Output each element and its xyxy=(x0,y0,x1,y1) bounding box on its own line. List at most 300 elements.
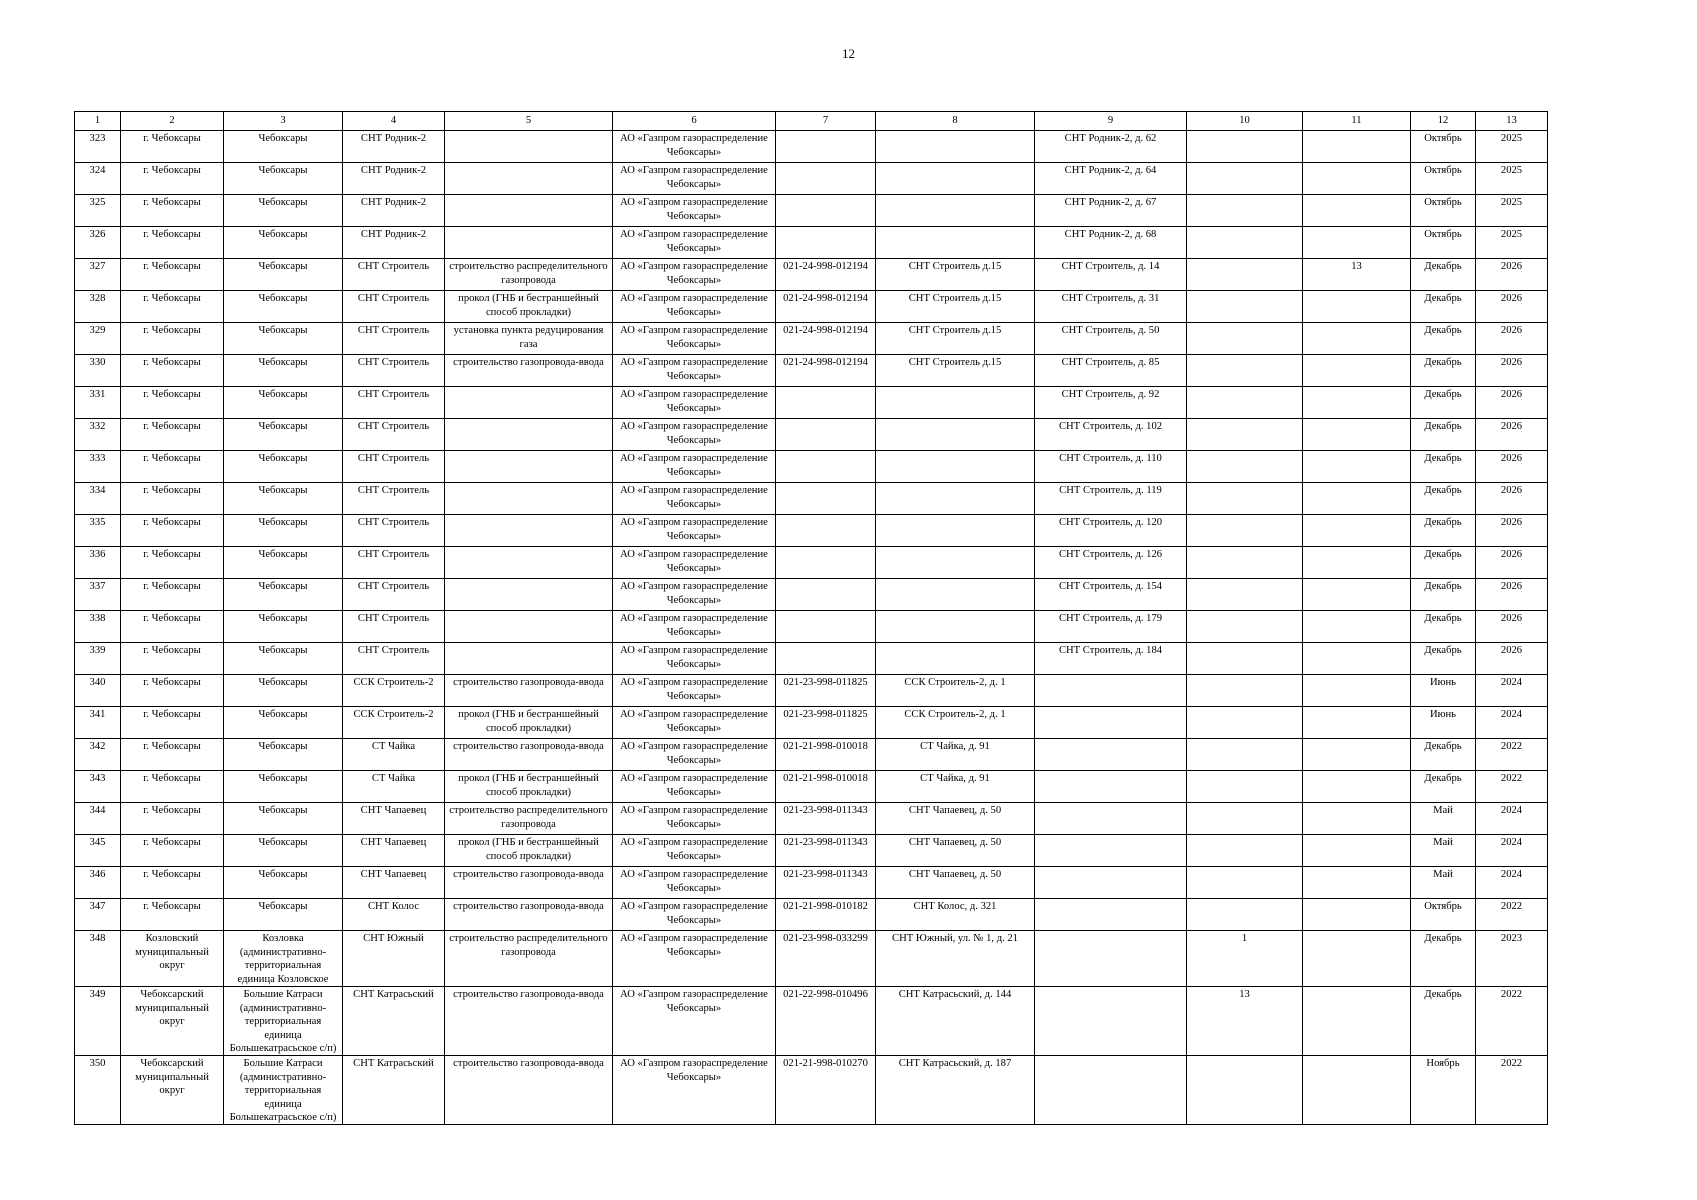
table-cell xyxy=(1035,739,1187,771)
table-cell xyxy=(343,675,445,707)
table-cell xyxy=(75,451,121,483)
table-cell xyxy=(613,739,776,771)
table-cell xyxy=(1411,387,1476,419)
cell-text: СНТ Родник-2 xyxy=(360,197,427,208)
table-cell xyxy=(1187,547,1303,579)
cell-text: АО «Газпром газораспределение Чебоксары» xyxy=(620,581,768,606)
table-row xyxy=(75,643,1548,675)
table-cell xyxy=(224,1056,343,1125)
cell-text: СНТ Строитель, д. 120 xyxy=(1058,517,1163,528)
cell-text: Большие Катраси (административно-территориальная единица Большекатрасьское с/п) xyxy=(229,1058,337,1123)
table-cell xyxy=(876,739,1035,771)
cell-text: Чебоксары xyxy=(258,517,308,528)
cell-text: Чебоксары xyxy=(258,581,308,592)
cell-text: 341 xyxy=(89,709,106,720)
cell-text: СНТ Строитель xyxy=(357,293,430,304)
table-cell xyxy=(445,419,613,451)
table-cell xyxy=(1187,707,1303,739)
table-cell xyxy=(876,131,1035,163)
table-cell xyxy=(1303,867,1411,899)
table-cell xyxy=(1411,611,1476,643)
table-cell xyxy=(445,483,613,515)
cell-text: 2026 xyxy=(1500,261,1523,272)
cell-text: 2022 xyxy=(1500,989,1523,1000)
cell-text: 346 xyxy=(89,869,106,880)
table-cell xyxy=(75,643,121,675)
cell-text: 2025 xyxy=(1500,229,1523,240)
table-row xyxy=(75,163,1548,195)
table-cell xyxy=(613,987,776,1056)
table-cell xyxy=(445,579,613,611)
table-cell xyxy=(121,483,224,515)
table-row xyxy=(75,835,1548,867)
cell-text: СНТ Строитель д.15 xyxy=(908,325,1002,336)
table-cell xyxy=(1476,1056,1548,1125)
table-cell xyxy=(776,291,876,323)
table-cell xyxy=(1411,739,1476,771)
cell-text: 021-23-998-011343 xyxy=(783,805,868,816)
cell-text: СНТ Строитель д.15 xyxy=(908,357,1002,368)
cell-text: СНТ Колос, д. 321 xyxy=(913,901,997,912)
table-cell xyxy=(343,163,445,195)
cell-text: 347 xyxy=(89,901,106,912)
cell-text: Чебоксары xyxy=(258,613,308,624)
cell-text: Декабрь xyxy=(1424,293,1462,304)
table-cell xyxy=(1476,643,1548,675)
table-cell xyxy=(876,483,1035,515)
cell-text: СНТ Строитель xyxy=(357,421,430,432)
table-row xyxy=(75,515,1548,547)
table-cell xyxy=(1476,867,1548,899)
table-row xyxy=(75,579,1548,611)
table-cell xyxy=(1303,227,1411,259)
cell-text: 2022 xyxy=(1500,901,1523,912)
cell-text: 021-23-998-011343 xyxy=(783,837,868,848)
table-cell xyxy=(1303,195,1411,227)
cell-text: ССК Строитель-2, д. 1 xyxy=(904,677,1006,688)
column-number-header: 4 xyxy=(343,112,445,131)
cell-text: 2026 xyxy=(1500,645,1523,656)
table-cell xyxy=(445,547,613,579)
table-cell xyxy=(445,643,613,675)
table-cell xyxy=(445,323,613,355)
cell-text: 339 xyxy=(89,645,106,656)
table-cell xyxy=(75,931,121,987)
table-cell xyxy=(445,771,613,803)
cell-text: АО «Газпром газораспределение Чебоксары» xyxy=(620,709,768,734)
table-cell xyxy=(1303,163,1411,195)
table-row xyxy=(75,707,1548,739)
cell-text: АО «Газпром газораспределение Чебоксары» xyxy=(620,485,768,510)
table-cell xyxy=(224,515,343,547)
table-cell xyxy=(1476,739,1548,771)
table-cell xyxy=(343,387,445,419)
cell-text: Чебоксары xyxy=(258,389,308,400)
table-cell xyxy=(224,803,343,835)
table-cell xyxy=(876,931,1035,987)
table-cell xyxy=(1187,227,1303,259)
table-cell xyxy=(1035,259,1187,291)
cell-text: 324 xyxy=(89,165,106,176)
cell-text: АО «Газпром газораспределение Чебоксары» xyxy=(620,261,768,286)
cell-text: 2025 xyxy=(1500,133,1523,144)
cell-text: г. Чебоксары xyxy=(143,773,201,784)
cell-text: 021-21-998-010270 xyxy=(783,1058,868,1069)
table-cell xyxy=(1411,899,1476,931)
table-cell xyxy=(613,355,776,387)
cell-text: Чебоксары xyxy=(258,293,308,304)
table-cell xyxy=(121,547,224,579)
cell-text: 2024 xyxy=(1500,805,1523,816)
column-number-header: 9 xyxy=(1035,112,1187,131)
table-cell xyxy=(75,987,121,1056)
table-row xyxy=(75,419,1548,451)
table-cell xyxy=(876,259,1035,291)
table-cell xyxy=(1476,675,1548,707)
cell-text: прокол (ГНБ и бестраншейный способ прокладки) xyxy=(458,773,599,798)
cell-text: 328 xyxy=(89,293,106,304)
table-cell xyxy=(776,451,876,483)
table-cell xyxy=(876,707,1035,739)
table-row xyxy=(75,899,1548,931)
cell-text: 021-23-998-033299 xyxy=(783,933,868,944)
table-cell xyxy=(121,291,224,323)
cell-text: г. Чебоксары xyxy=(143,357,201,368)
cell-text: Декабрь xyxy=(1424,517,1462,528)
table-cell xyxy=(121,771,224,803)
cell-text: прокол (ГНБ и бестраншейный способ прокладки) xyxy=(458,293,599,318)
table-cell xyxy=(876,387,1035,419)
table-cell xyxy=(75,259,121,291)
table-cell xyxy=(445,355,613,387)
cell-text: АО «Газпром газораспределение Чебоксары» xyxy=(620,165,768,190)
table-cell xyxy=(1303,835,1411,867)
cell-text: Чебоксары xyxy=(258,869,308,880)
table-cell xyxy=(1187,987,1303,1056)
table-cell xyxy=(75,1056,121,1125)
cell-text: Декабрь xyxy=(1424,421,1462,432)
cell-text: СНТ Катрасьский, д. 187 xyxy=(898,1058,1012,1069)
cell-text: Июнь xyxy=(1429,677,1457,688)
cell-text: СНТ Южный, ул. № 1, д. 21 xyxy=(892,933,1018,944)
cell-text: 342 xyxy=(89,741,106,752)
table-cell xyxy=(121,987,224,1056)
table-cell xyxy=(776,987,876,1056)
table-cell xyxy=(121,515,224,547)
column-number-header: 11 xyxy=(1303,112,1411,131)
table-cell xyxy=(776,259,876,291)
cell-text: АО «Газпром газораспределение Чебоксары» xyxy=(620,453,768,478)
cell-text: Чебоксары xyxy=(258,453,308,464)
cell-text: ССК Строитель-2, д. 1 xyxy=(904,709,1006,720)
cell-text: Октябрь xyxy=(1424,165,1462,176)
cell-text: АО «Газпром газораспределение Чебоксары» xyxy=(620,1058,768,1083)
table-cell xyxy=(1411,291,1476,323)
cell-text: Чебоксары xyxy=(258,165,308,176)
cell-text: 2026 xyxy=(1500,485,1523,496)
table-cell xyxy=(343,291,445,323)
cell-text: г. Чебоксары xyxy=(143,581,201,592)
table-row xyxy=(75,611,1548,643)
cell-text: АО «Газпром газораспределение Чебоксары» xyxy=(620,989,768,1014)
cell-text: 2026 xyxy=(1500,581,1523,592)
cell-text: г. Чебоксары xyxy=(143,741,201,752)
table-cell xyxy=(1187,899,1303,931)
table-cell xyxy=(1303,739,1411,771)
table-cell xyxy=(1035,387,1187,419)
cell-text: СНТ Строитель д.15 xyxy=(908,293,1002,304)
table-cell xyxy=(1303,643,1411,675)
cell-text: Декабрь xyxy=(1424,357,1462,368)
table-cell xyxy=(1476,419,1548,451)
cell-text: г. Чебоксары xyxy=(143,421,201,432)
table-cell xyxy=(343,803,445,835)
table-row xyxy=(75,387,1548,419)
table-cell xyxy=(445,387,613,419)
cell-text: 325 xyxy=(89,197,106,208)
cell-text: АО «Газпром газораспределение Чебоксары» xyxy=(620,805,768,830)
table-cell xyxy=(776,739,876,771)
table-cell xyxy=(1476,451,1548,483)
cell-text: г. Чебоксары xyxy=(143,325,201,336)
table-cell xyxy=(613,291,776,323)
table-cell xyxy=(224,355,343,387)
cell-text: 021-24-998-012194 xyxy=(783,261,868,272)
table-cell xyxy=(1187,643,1303,675)
table-cell xyxy=(121,899,224,931)
table-cell xyxy=(75,163,121,195)
cell-text: 2024 xyxy=(1500,869,1523,880)
table-cell xyxy=(224,931,343,987)
cell-text: СНТ Строитель xyxy=(357,549,430,560)
table-cell xyxy=(1035,483,1187,515)
cell-text: 331 xyxy=(89,389,106,400)
cell-text: СНТ Чапаевец xyxy=(360,805,427,816)
cell-text: Чебоксары xyxy=(258,837,308,848)
table-cell xyxy=(1411,163,1476,195)
table-cell xyxy=(224,451,343,483)
cell-text: 2023 xyxy=(1500,933,1523,944)
cell-text: СНТ Строитель, д. 184 xyxy=(1058,645,1163,656)
cell-text: г. Чебоксары xyxy=(143,485,201,496)
table-cell xyxy=(343,483,445,515)
cell-text: 2025 xyxy=(1500,197,1523,208)
table-cell xyxy=(1303,515,1411,547)
cell-text: АО «Газпром газораспределение Чебоксары» xyxy=(620,293,768,318)
table-cell xyxy=(776,611,876,643)
table-cell xyxy=(1035,675,1187,707)
table-cell xyxy=(224,227,343,259)
table-cell xyxy=(613,579,776,611)
table-cell xyxy=(343,643,445,675)
table-cell xyxy=(224,611,343,643)
cell-text: 2026 xyxy=(1500,517,1523,528)
table-cell xyxy=(75,771,121,803)
table-cell xyxy=(776,1056,876,1125)
table-cell xyxy=(343,579,445,611)
cell-text: строительство газопровода-ввода xyxy=(453,989,604,1000)
cell-text: г. Чебоксары xyxy=(143,677,201,688)
table-cell xyxy=(1411,803,1476,835)
table-cell xyxy=(1303,1056,1411,1125)
table-cell xyxy=(343,195,445,227)
table-cell xyxy=(445,195,613,227)
cell-text: г. Чебоксары xyxy=(143,517,201,528)
cell-text: Декабрь xyxy=(1424,773,1462,784)
cell-text: СНТ Строитель xyxy=(357,581,430,592)
cell-text: Чебоксары xyxy=(258,197,308,208)
table-cell xyxy=(613,515,776,547)
table-cell xyxy=(224,131,343,163)
cell-text: АО «Газпром газораспределение Чебоксары» xyxy=(620,901,768,926)
table-cell xyxy=(445,451,613,483)
table-cell xyxy=(75,707,121,739)
table-cell xyxy=(445,515,613,547)
table-cell xyxy=(613,707,776,739)
cell-text: 2025 xyxy=(1500,165,1523,176)
table-cell xyxy=(1476,515,1548,547)
table-cell xyxy=(613,899,776,931)
table-cell xyxy=(1476,131,1548,163)
cell-text: 2026 xyxy=(1500,453,1523,464)
cell-text: СТ Чайка, д. 91 xyxy=(920,741,990,752)
cell-text: строительство газопровода-ввода xyxy=(453,1058,604,1069)
table-cell xyxy=(1035,931,1187,987)
cell-text: СНТ Строитель, д. 110 xyxy=(1059,453,1162,464)
table-cell xyxy=(121,131,224,163)
table-cell xyxy=(1303,131,1411,163)
table-cell xyxy=(224,483,343,515)
table-cell xyxy=(1476,483,1548,515)
table-cell xyxy=(1411,643,1476,675)
table-cell xyxy=(1303,803,1411,835)
table-cell xyxy=(445,1056,613,1125)
cell-text: Октябрь xyxy=(1424,901,1462,912)
table-cell xyxy=(1411,867,1476,899)
cell-text: АО «Газпром газораспределение Чебоксары» xyxy=(620,645,768,670)
cell-text: строительство распределительного газопровода xyxy=(449,805,608,830)
cell-text: Октябрь xyxy=(1424,229,1462,240)
table-row xyxy=(75,227,1548,259)
cell-text: 021-23-998-011825 xyxy=(783,677,868,688)
cell-text: Козловский муниципальный округ xyxy=(135,933,209,971)
table-cell xyxy=(1411,675,1476,707)
table-cell xyxy=(1476,987,1548,1056)
cell-text: Декабрь xyxy=(1424,389,1462,400)
cell-text: СНТ Строитель, д. 92 xyxy=(1061,389,1160,400)
cell-text: СНТ Строитель, д. 154 xyxy=(1058,581,1163,592)
table-cell xyxy=(343,355,445,387)
cell-text: СНТ Южный xyxy=(363,933,424,944)
table-cell xyxy=(1411,323,1476,355)
cell-text: Декабрь xyxy=(1424,325,1462,336)
cell-text: г. Чебоксары xyxy=(143,901,201,912)
table-cell xyxy=(1187,131,1303,163)
table-cell xyxy=(343,899,445,931)
table-cell xyxy=(121,931,224,987)
cell-text: СНТ Колос xyxy=(367,901,420,912)
table-cell xyxy=(1187,515,1303,547)
cell-text: Чебоксары xyxy=(258,709,308,720)
cell-text: АО «Газпром газораспределение Чебоксары» xyxy=(620,421,768,446)
table-cell xyxy=(75,579,121,611)
table-cell xyxy=(224,323,343,355)
table-cell xyxy=(876,227,1035,259)
cell-text: СНТ Строитель xyxy=(357,389,430,400)
table-cell xyxy=(1187,771,1303,803)
table-row xyxy=(75,867,1548,899)
table-cell xyxy=(1187,259,1303,291)
cell-text: 021-22-998-010496 xyxy=(783,989,868,1000)
table-cell xyxy=(1035,323,1187,355)
table-cell xyxy=(1035,355,1187,387)
table-cell xyxy=(75,899,121,931)
cell-text: 2024 xyxy=(1500,837,1523,848)
cell-text: Декабрь xyxy=(1424,485,1462,496)
column-number-header: 6 xyxy=(613,112,776,131)
table-cell xyxy=(1476,227,1548,259)
cell-text: СНТ Строитель xyxy=(357,645,430,656)
table-cell xyxy=(776,899,876,931)
cell-text: Декабрь xyxy=(1424,645,1462,656)
table-cell xyxy=(613,643,776,675)
table-cell xyxy=(776,547,876,579)
table-cell xyxy=(1411,771,1476,803)
table-cell xyxy=(1035,579,1187,611)
cell-text: СНТ Строитель xyxy=(357,517,430,528)
table-cell xyxy=(1303,259,1411,291)
cell-text: Май xyxy=(1433,805,1453,816)
table-cell xyxy=(343,1056,445,1125)
table-cell xyxy=(1303,675,1411,707)
table-cell xyxy=(75,739,121,771)
table-cell xyxy=(121,387,224,419)
cell-text: СНТ Катрасьский xyxy=(353,989,434,1000)
cell-text: г. Чебоксары xyxy=(143,389,201,400)
table-cell xyxy=(613,835,776,867)
table-cell xyxy=(343,987,445,1056)
cell-text: Чебоксары xyxy=(258,485,308,496)
table-cell xyxy=(613,611,776,643)
table-cell xyxy=(776,867,876,899)
cell-text: 021-21-998-010182 xyxy=(783,901,868,912)
cell-text: 340 xyxy=(89,677,106,688)
cell-text: 323 xyxy=(89,133,106,144)
cell-text: СНТ Чапаевец xyxy=(360,837,427,848)
table-cell xyxy=(876,419,1035,451)
table-cell xyxy=(1411,419,1476,451)
cell-text: 021-24-998-012194 xyxy=(783,357,868,368)
table-cell xyxy=(876,547,1035,579)
table-cell xyxy=(1411,707,1476,739)
table-cell xyxy=(1303,451,1411,483)
table-cell xyxy=(1035,867,1187,899)
cell-text: АО «Газпром газораспределение Чебоксары» xyxy=(620,517,768,542)
cell-text: 2026 xyxy=(1500,325,1523,336)
cell-text: 13 xyxy=(1239,989,1250,1000)
cell-text: ССК Строитель-2 xyxy=(353,709,434,720)
table-cell xyxy=(776,131,876,163)
cell-text: Декабрь xyxy=(1424,741,1462,752)
table-cell xyxy=(445,835,613,867)
table-cell xyxy=(1303,707,1411,739)
table-cell xyxy=(1303,291,1411,323)
table-cell xyxy=(1476,771,1548,803)
table-row xyxy=(75,931,1548,987)
table-cell xyxy=(75,323,121,355)
column-number-header: 3 xyxy=(224,112,343,131)
cell-text: Чебоксары xyxy=(258,325,308,336)
